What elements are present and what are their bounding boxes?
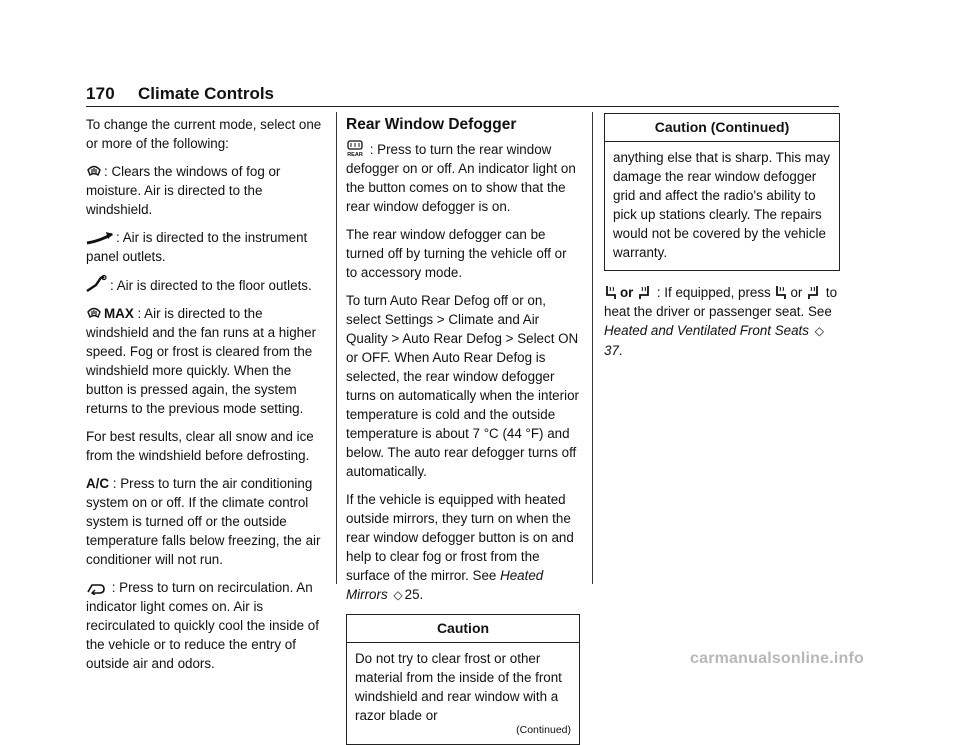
heated-mirrors-link[interactable]: Heated Mirrors (346, 568, 544, 602)
heated-ventilated-seat-icon (806, 285, 820, 300)
watermark: carmanualsonline.info (690, 650, 865, 667)
heated-seat-icon (604, 285, 618, 300)
caution-title: Caution (347, 615, 579, 643)
page-ref-icon: ◇ (393, 588, 403, 602)
page-ref-icon: ◇ (814, 324, 824, 338)
floor-icon (86, 275, 108, 293)
rear-defogger-off-paragraph: The rear window defogger can be turned off by turning the vehicle off or to accessory mode. (346, 227, 567, 280)
heated-seats-paragraph: or : If equipped, press or to heat the driver or passenger seat. See Heated and Ventilated Front Seats ◇37. (604, 285, 838, 358)
ac-paragraph: A/C : Press to turn the air conditioning system on or off. If the climate control system is turned off or the outside temperature falls below freezing, the air conditioner will not run. (86, 476, 321, 567)
column-1 (86, 115, 328, 682)
recirculation-icon (86, 581, 106, 595)
rear-defog-icon (346, 140, 364, 157)
rear-defogger-button-paragraph: REAR : Press to turn the rear window defogger on or off. An indicator light on the button comes on to show that the rear window defogger is on. (346, 142, 576, 214)
caution-continued-box (604, 113, 840, 271)
caution-continued-text: anything else that is sharp. This may damage the rear window defogger grid and affect the radio's ability to pick up stations clearly. The repairs would not be covered by the vehicle warranty. (613, 150, 831, 260)
mode-item-defrost: : Clears the windows of fog or moisture. Air is directed to the windshield. (86, 164, 281, 217)
ac-label: A/C (86, 476, 110, 491)
heated-seat-icon (774, 285, 788, 300)
best-results-note: For best results, clear all snow and ice from the windshield before defrosting. (86, 429, 314, 463)
mode-item-floor: : Air is directed to the floor outlets. (86, 275, 328, 295)
max-defrost-icon (86, 305, 102, 321)
caution-box (346, 614, 580, 745)
heated-mirrors-paragraph: If the vehicle is equipped with heated outside mirrors, they turn on when the rear window defogger button is on and help to clear fog or frost from the surface of the mirror. See Heated Mirrors ◇ 25. (346, 490, 580, 605)
chapter-title: Climate Controls (138, 84, 275, 103)
continued-label: (Continued) (516, 724, 571, 736)
page-number: 170 (86, 84, 115, 103)
column-divider-2 (592, 112, 593, 584)
caution-continued-title: Caution (Continued) (605, 114, 839, 142)
mode-item-vent: : Air is directed to the instrument panel outlets. (86, 230, 308, 264)
page-header (86, 80, 839, 107)
section-heading-rear-defogger: Rear Window Defogger (346, 116, 517, 133)
column-3 (604, 115, 840, 369)
heated-ventilated-seat-icon (637, 285, 651, 300)
mode-intro: To change the current mode, select one or more of the following: (86, 117, 322, 151)
caution-text: Do not try to clear frost or other material from the inside of the front windshield and rear window with a razor blade or (355, 651, 562, 723)
auto-rear-defog-paragraph: To turn Auto Rear Defog off or on, select Settings > Climate and Air Quality > Auto Rear Defog > Select ON or OFF. When Auto Rear Defog is selected, the rear window defogger turns on automatically when the interior temperature is cold and the outside temperature is about 7 °C (44 °F) and below. The auto rear defogger turns off automatically. (346, 293, 579, 479)
svg-text:REAR: REAR (347, 152, 363, 157)
defrost-icon (86, 163, 102, 179)
column-2 (346, 115, 580, 745)
vent-icon (86, 231, 114, 245)
column-divider-1 (336, 112, 337, 584)
mode-item-max-defrost: MAX : Air is directed to the windshield and the fan runs at a higher speed. Fog or frost is cleared from the windshield more quickly. When the button is pressed again, the system returns to the previous mode setting. (86, 306, 317, 416)
recirculation-paragraph: : Press to turn on recirculation. An indicator light comes on. Air is recirculated to quickly cool the inside of the vehicle or to reduce the entry of outside air and odors. (86, 580, 319, 671)
heated-seats-link[interactable]: Heated and Ventilated Front Seats (604, 323, 809, 338)
